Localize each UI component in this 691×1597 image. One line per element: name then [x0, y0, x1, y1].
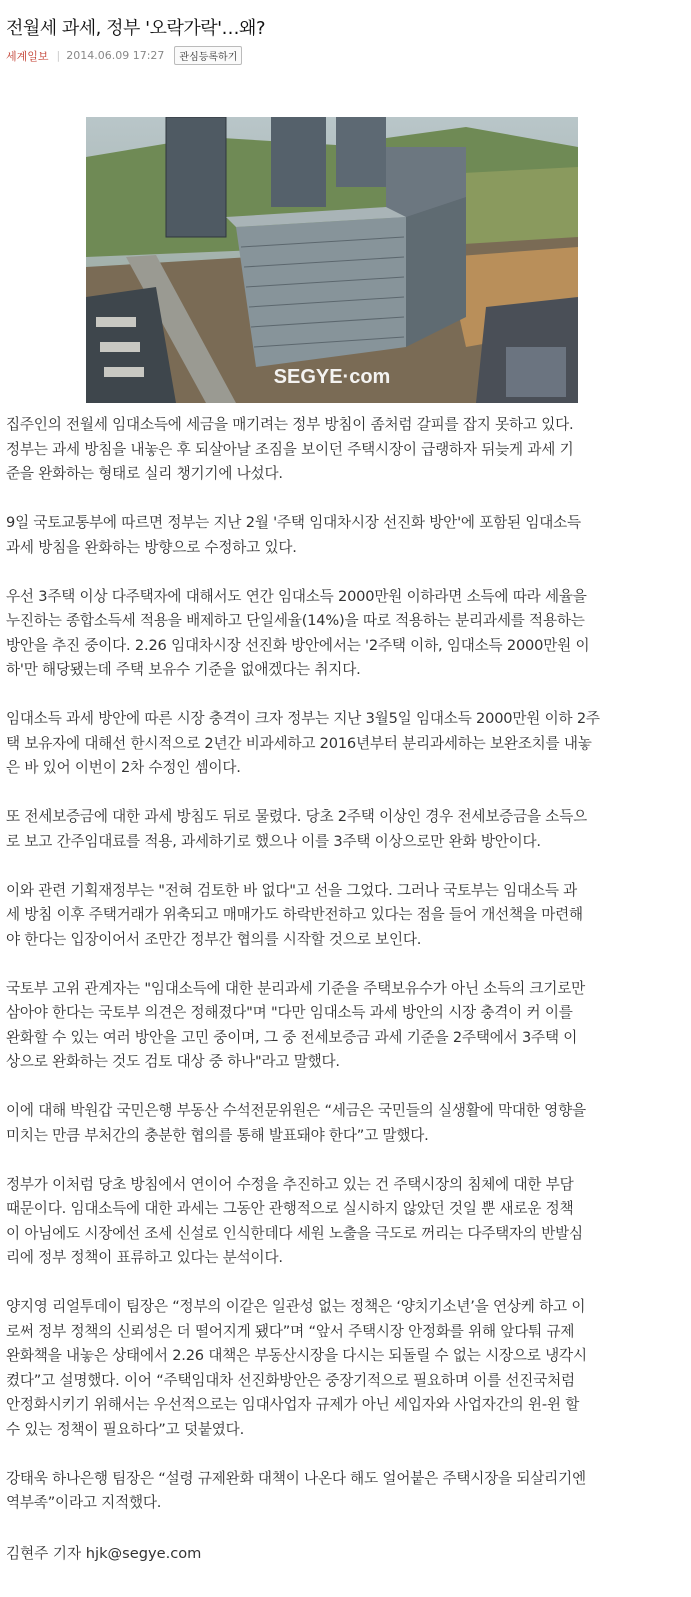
paragraph: 이와 관련 기획재정부는 "전혀 검토한 바 없다"고 선을 그었다. 그러나 국토부는 임대소득 과 세 방침 이후 주택거래가 위축되고 매매가도 하락반전하고 있다는 점을 들어 개선책을 마련해 야 한다는 입장이어서 조만간 정부간 협의를 시작할 것으로 보인다.	[6, 881, 583, 948]
paragraph: 국토부 고위 관계자는 "임대소득에 대한 분리과세 기준을 주택보유수가 아닌 소득의 크기로만 삼아야 한다는 국토부 의견은 정해졌다"며 "다만 임대소득 과세 방안의 시장 충격이 커 이를 완화할 수 있는 여러 방안을 고민 중이며, 그 중 전세보증금 과세 기준을 2주택에서 3주택 이 상으로 완화하는 것도 검토 대상 중 하나"라고 말했다.	[6, 979, 586, 1070]
follow-button[interactable]: 관심등록하기	[174, 46, 242, 65]
paragraph: 임대소득 과세 방안에 따른 시장 충격이 크자 정부는 지난 3월5일 임대소득 2000만원 이하 2주 택 보유자에 대해선 한시적으로 2년간 비과세하고 2016년부터 분리과세하는 보완조치를 내놓 은 바 있어 이번이 2차 수정인 셈이다.	[6, 710, 600, 776]
paragraph: 이에 대해 박원갑 국민은행 부동산 수석전문위원은 “세금은 국민들의 실생활에 막대한 영향을 미치는 만큼 부처간의 충분한 협의를 통해 발표돼야 한다”고 말했다.	[6, 1102, 586, 1144]
paragraph: 강태욱 하나은행 팀장은 “설령 규제완화 대책이 나온다 해도 얼어붙은 주택시장을 되살리기엔 역부족”이라고 지적했다.	[6, 1469, 586, 1511]
paragraph: 집주인의 전월세 임대소득에 세금을 매기려는 정부 방침이 좀처럼 갈피를 잡지 못하고 있다. 정부는 과세 방침을 내놓은 후 되살아날 조짐을 보이던 주택시장이 급랭하자 뒤늦게 과세 기 준을 완화하는 형태로 실리 챙기기에 나섰다.	[6, 416, 574, 482]
article-title: 전월세 과세, 정부 '오락가락'…왜?	[6, 18, 265, 39]
photo-watermark: SEGYE·com	[273, 366, 391, 388]
publish-date: 2014.06.09 17:27	[66, 49, 165, 62]
article-body	[6, 413, 661, 1540]
paragraph: 양지영 리얼투데이 팀장은 “정부의 이같은 일관성 없는 정책은 ‘양치기소년’을 연상케 하고 이 로써 정부 정책의 신뢰성은 더 떨어지게 됐다”며 “앞서 주택시장 안정화를 위해 앞다퉈 규제 완화책을 내놓은 상태에서 2.26 대책은 부동산시장을 다시는 되돌릴 수 없는 시장으로 냉각시 켰다”고 설명했다. 이어 “주택임대차 선진화방안은 중장기적으로 필요하며 이를 선진국처럼 안정화시키기 위해서는 우선적으로는 임대사업자 규제가 아닌 세입자와 사업자간의 윈-윈 할 수 있는 정책이 필요하다”고 덧붙였다.	[6, 1298, 587, 1438]
paragraph: 정부가 이처럼 당초 방침에서 연이어 수정을 추진하고 있는 건 주택시장의 침체에 대한 부담 때문이다. 임대소득에 대한 과세는 그동안 관행적으로 실시하지 않았던 것일 뿐 새로운 정책 이 아님에도 시장에선 조세 신설로 인식한데다 세원 노출을 극도로 꺼리는 다주택자의 반발심 리에 정부 정책이 표류하고 있다는 분석이다.	[6, 1175, 583, 1266]
paragraph: 우선 3주택 이상 다주택자에 대해서도 연간 임대소득 2000만원 이하라면 소득에 따라 세율을 누진하는 종합소득세 적용을 배제하고 단일세율(14%)을 따로 적용하는 분리과세를 적용하는 방안을 추진 중이다. 2.26 임대차시장 선진화 방안에서는 '2주택 이하, 임대소득 2000만원 이 하'만 해당됐는데 주택 보유수 기준을 없애겠다는 취지다.	[6, 587, 590, 678]
meta-divider: |	[56, 49, 61, 62]
paragraph: 9일 국토교통부에 따르면 정부는 지난 2월 '주택 임대차시장 선진화 방안'에 포함된 임대소득 과세 방침을 완화하는 방향으로 수정하고 있다.	[6, 514, 581, 556]
news-source[interactable]: 세계일보	[6, 49, 49, 63]
paragraph: 또 전세보증금에 대한 과세 방침도 뒤로 물렸다. 당초 2주택 이상인 경우 전세보증금을 소득으 로 보고 간주임대료를 적용, 과세하기로 했으나 이를 3주택 이상으로만 완화 방안이다.	[6, 808, 588, 850]
article-meta	[6, 46, 242, 65]
byline: 김현주 기자 hjk@segye.com	[6, 1545, 202, 1562]
article-photo	[86, 117, 578, 403]
apartment-aerial-photo	[86, 117, 578, 403]
